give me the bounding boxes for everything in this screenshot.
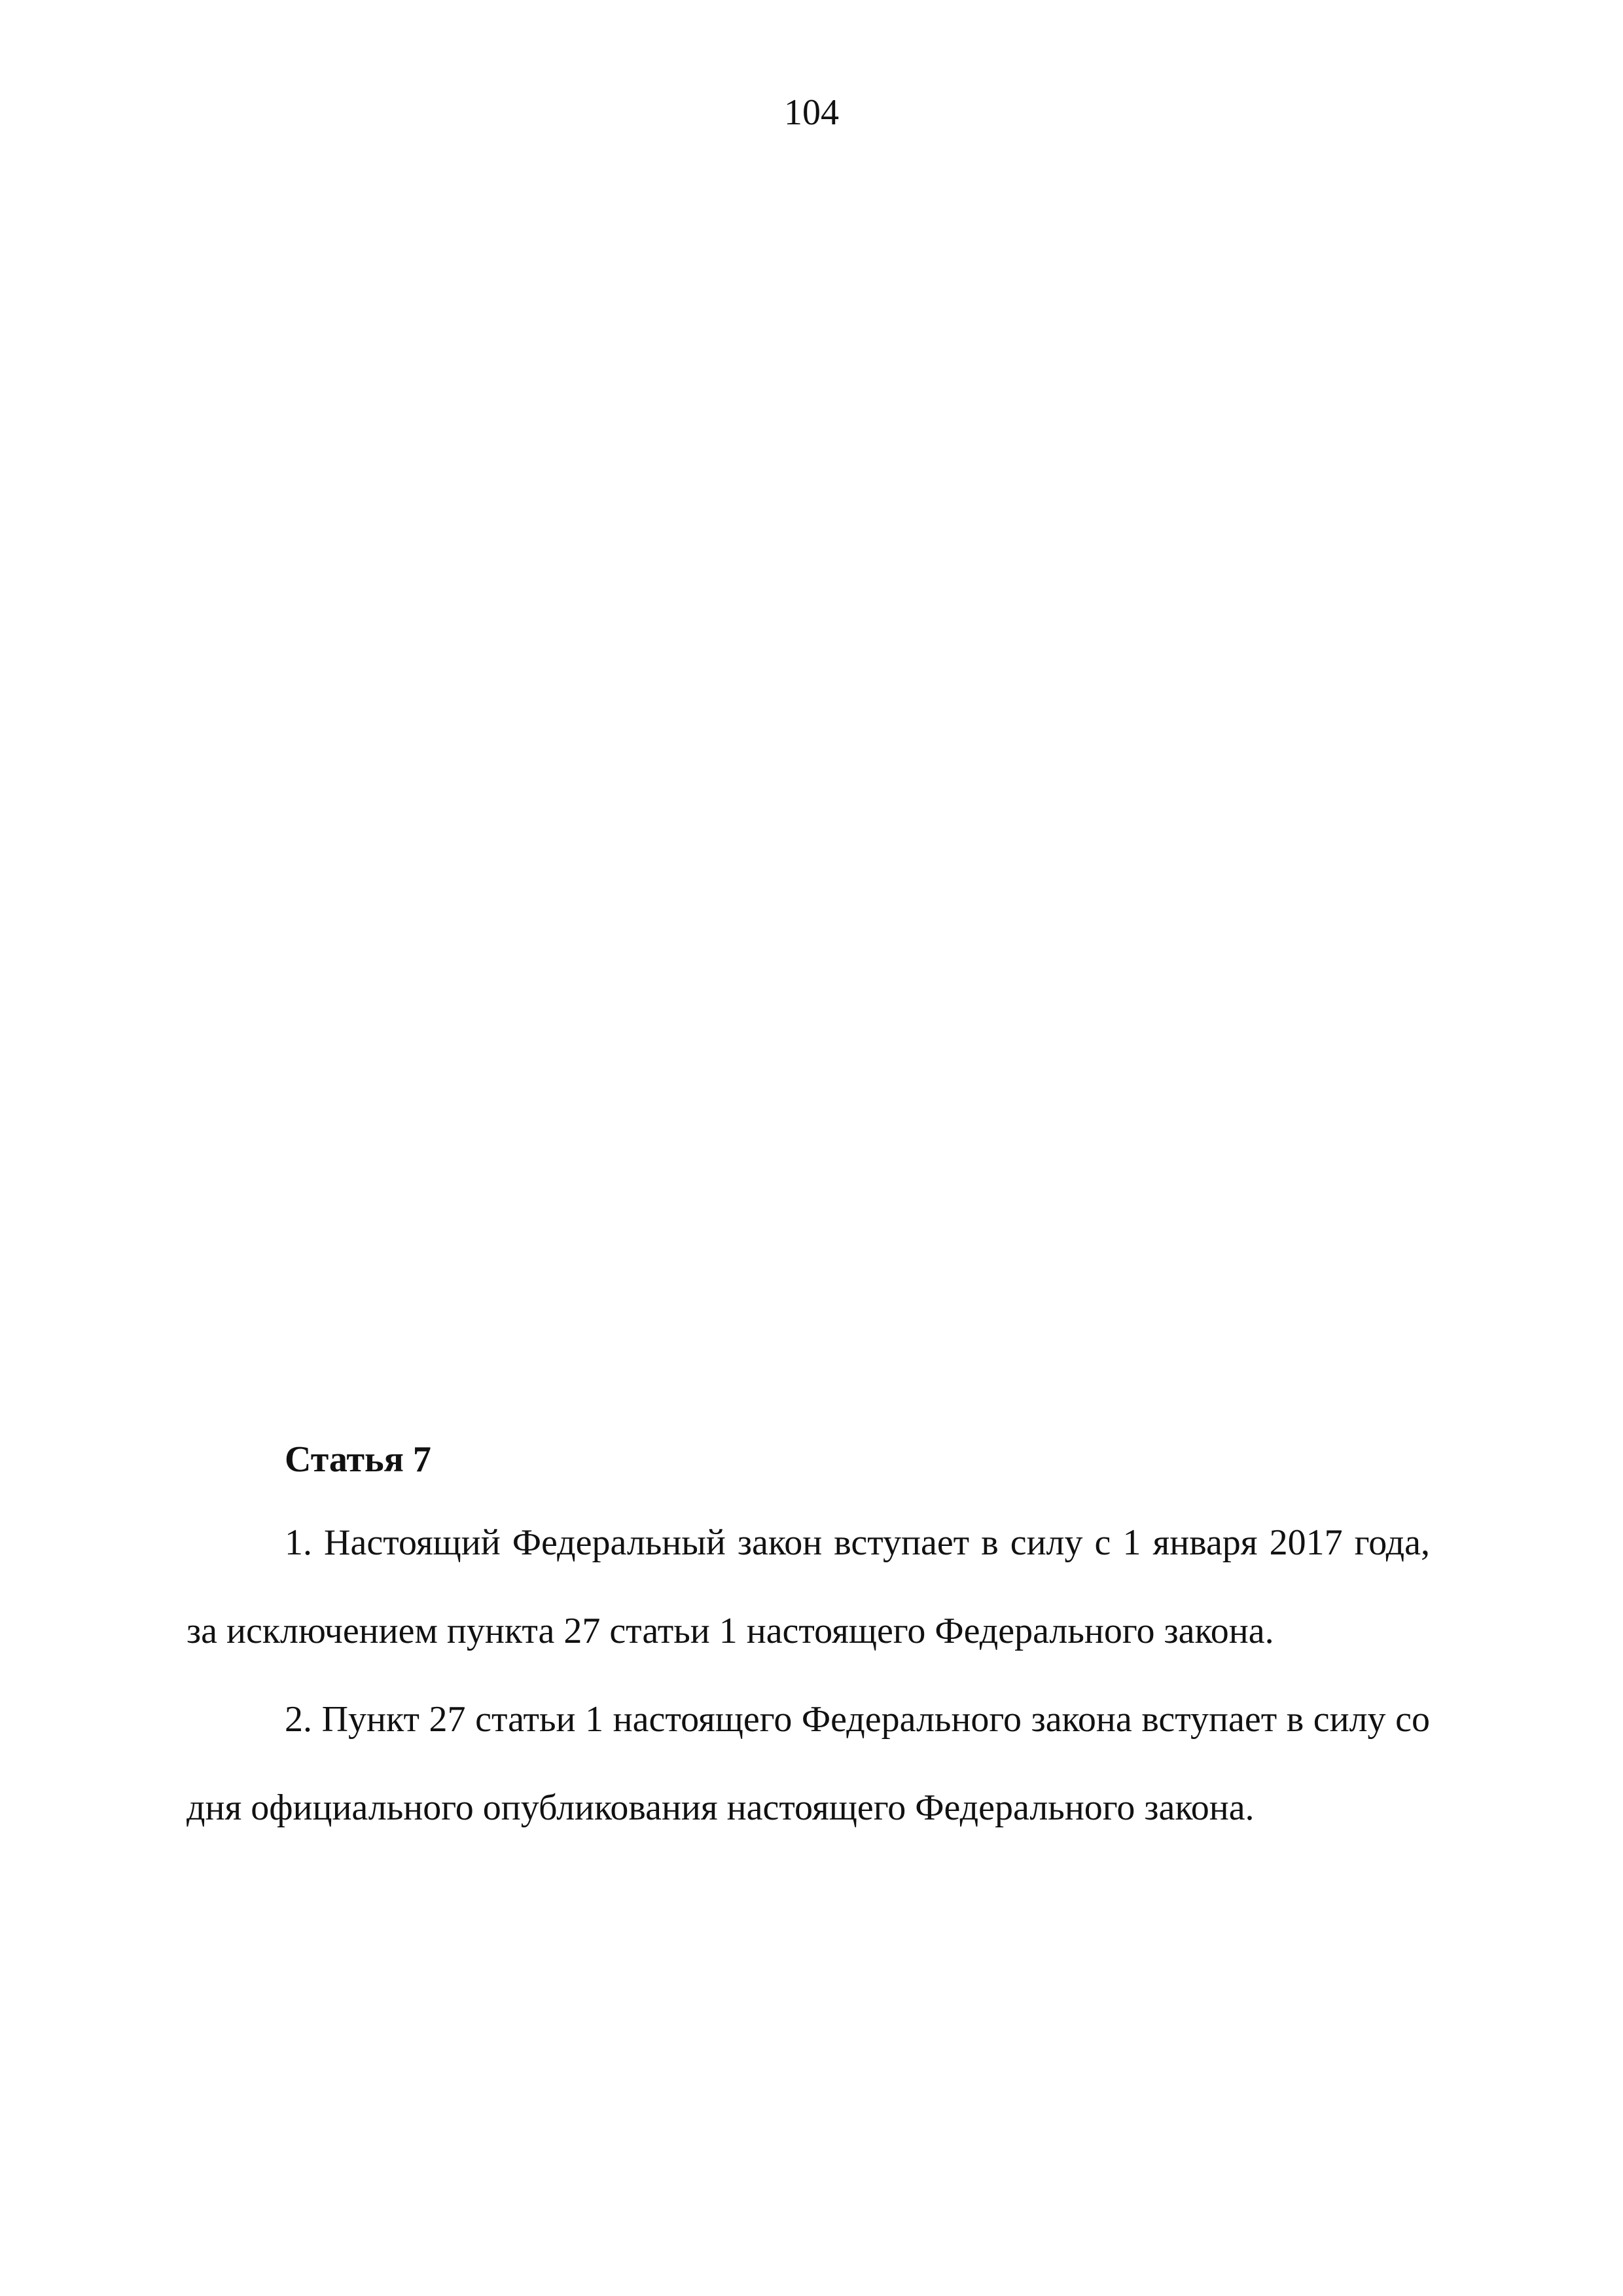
article-paragraph-2: 2. Пункт 27 статьи 1 настоящего Федерального закона вступает в силу со дня официального опубликования настоящего Федерального закона.: [187, 1699, 1430, 1828]
page-number: 104: [784, 92, 839, 133]
article-7: [187, 1420, 1430, 1852]
article-heading: Статья 7: [285, 1439, 431, 1480]
article-paragraph-1: 1. Настоящий Федеральный закон вступает в силу с 1 января 2017 года, за исключением пункта 27 статьи 1 настоящего Федерального закона.: [187, 1522, 1430, 1651]
